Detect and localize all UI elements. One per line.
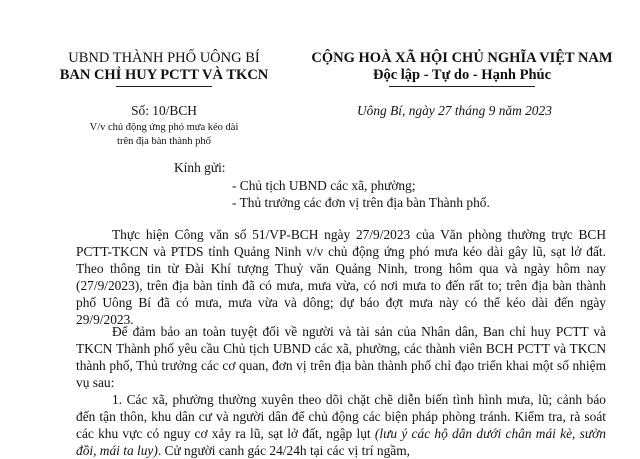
header-left-underline — [116, 86, 212, 87]
national-motto: Độc lập - Tự do - Hạnh Phúc — [372, 67, 552, 83]
subject-line-2: trên địa bàn thành phố — [117, 136, 211, 147]
task-item-note: (lưu ý các hộ dân dưới chân mái kè, sườn đồi, mái ta luy) — [76, 426, 606, 458]
document-number: Số: 10/BCH — [131, 103, 197, 118]
body-paragraph-1 — [76, 226, 606, 328]
task-item-1 — [76, 391, 606, 459]
issuing-committee: BAN CHỈ HUY PCTT VÀ TKCN — [59, 67, 269, 83]
recipient-item: - Thủ trưởng các đơn vị trên địa bàn Thành phố. — [232, 195, 490, 210]
recipient-item: - Chủ tịch UBND các xã, phường; — [232, 178, 416, 193]
national-title: CỘNG HOÀ XÃ HỘI CHỦ NGHĨA VIỆT NAM — [311, 50, 613, 66]
paragraph-text: Để đảm bảo an toàn tuyệt đối về người và tài sản của Nhân dân, Ban chỉ huy PCTT và TKCN Thành phố yêu cầu Chủ tịch UBND các xã, phường, các thành viên BCH PCTT và TKCN thành phố, Thủ trưởng các cơ quan, đơn vị trên địa bàn thành phố chỉ đạo triển khai một số nhiệm vụ sau: — [76, 324, 606, 390]
recipients-label: Kính gửi: — [174, 160, 226, 175]
issuing-authority: UBND THÀNH PHỐ UÔNG BÍ — [68, 50, 260, 66]
task-item-text-cont: . Cử người canh gác 24/24h tại các vị trí ngầm, — [157, 443, 410, 458]
task-item-text: 1. Các xã, phường thường xuyên theo dõi chặt chẽ diễn biến tình hình mưa, lũ; cảnh báo đến tận thôn, khu dân cư và người dân để chủ động các biện pháp phòng tránh. Kiểm tra, rà soát các khu vực có nguy cơ xảy ra lũ, sạt lở đất, ngập lụt — [76, 392, 606, 441]
paragraph-text: Thực hiện Công văn số 51/VP-BCH ngày 27/9/2023 của Văn phòng thường trực BCH PCTT-TKCN và PTDS tỉnh Quảng Ninh v/v chủ động ứng phó mưa kéo dài gây lũ, sạt lở đất. Theo thông tin từ Đài Khí tượng Thuỷ văn Quảng Ninh, trong hôm qua và ngày hôm nay (27/9/2023), trên địa bàn tỉnh đã có mưa, mưa vừa, có nơi mưa to đến rất to; trên địa bàn thành phố Uông Bí đã có mưa, mưa vừa và dông; dự báo đợt mưa này có thể kéo dài đến ngày 29/9/2023. — [76, 227, 606, 327]
body-paragraph-2 — [76, 323, 606, 391]
header-right-underline — [389, 86, 535, 87]
subject-line-1: V/v chủ động ứng phó mưa kéo dài — [89, 122, 239, 133]
place-and-date: Uông Bí, ngày 27 tháng 9 năm 2023 — [357, 103, 552, 118]
